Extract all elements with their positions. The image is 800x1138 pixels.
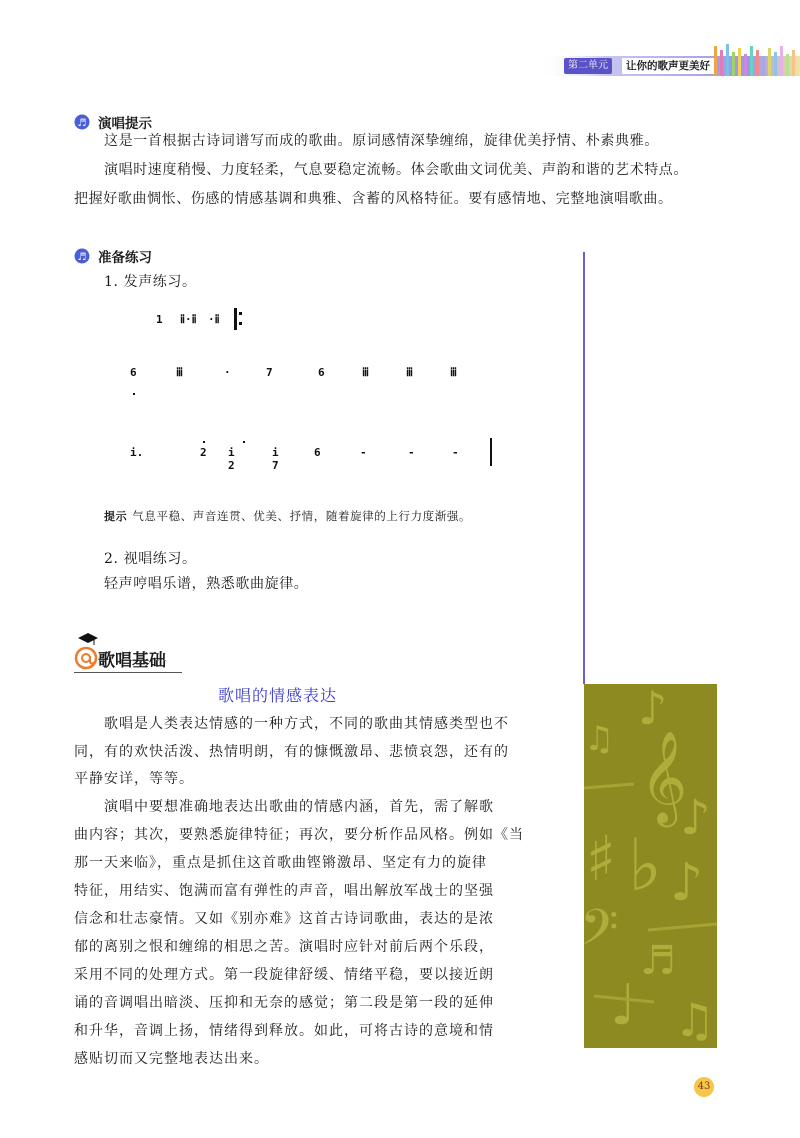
main-heading: 歌唱基础 bbox=[98, 651, 166, 671]
note: ⅲ bbox=[176, 366, 184, 379]
note: · bbox=[224, 366, 231, 379]
svg-text:♯: ♯ bbox=[586, 822, 617, 895]
essay-title: 歌唱的情感表达 bbox=[217, 686, 337, 705]
svg-text:♪: ♪ bbox=[680, 790, 711, 846]
svg-text:♫: ♫ bbox=[584, 719, 615, 759]
section-heading-preparation bbox=[74, 246, 152, 266]
heading-underline bbox=[74, 672, 182, 673]
note: - bbox=[360, 446, 367, 459]
essay-line: 信念和壮志豪情。又如《别亦难》这首古诗词歌曲，表达的是浓 bbox=[74, 911, 494, 927]
tips-paragraph-2-line-2: 把握好歌曲惆怅、伤感的情感基调和典雅、含蓄的风格特征。要有感情地、完整地演唱歌曲。 bbox=[74, 191, 673, 207]
note: ⅲ bbox=[450, 366, 458, 379]
essay-line: 演唱中要想准确地表达出歌曲的情感内涵，首先，需了解歌 bbox=[104, 799, 494, 815]
tip-label: 提示 bbox=[104, 510, 128, 523]
note: 2 bbox=[200, 446, 207, 459]
note: i 2 bbox=[228, 446, 235, 472]
svg-text:𝄢: 𝄢 bbox=[580, 899, 619, 969]
note: ⅲ bbox=[362, 366, 370, 379]
svg-text:♪: ♪ bbox=[638, 681, 668, 735]
svg-text:𝄞: 𝄞 bbox=[640, 730, 688, 823]
end-barline bbox=[490, 438, 492, 466]
svg-text:♩: ♩ bbox=[610, 973, 637, 1038]
note: 6 bbox=[130, 366, 137, 379]
unit-banner bbox=[500, 44, 800, 80]
essay-line: 和升华，音调上扬，情绪得到释放。如此，可将古诗的意境和情 bbox=[74, 1023, 494, 1039]
note: ⅱ·ⅱ bbox=[180, 313, 197, 326]
tip-text: 气息平稳、声音连贯、优美、抒情，随着旋律的上行力度渐强。 bbox=[132, 509, 472, 523]
svg-text:♬: ♬ bbox=[77, 118, 87, 129]
svg-text:♭: ♭ bbox=[628, 823, 662, 907]
essay-line: 采用不同的处理方式。第一段旋律舒缓、情绪平稳，要以接近朗 bbox=[74, 967, 494, 983]
note: 1 bbox=[156, 313, 163, 326]
essay-line: 郁的离别之恨和缠绵的相思之苦。演唱时应针对前后两个乐段， bbox=[74, 939, 494, 955]
note: i. bbox=[130, 446, 144, 459]
mortarboard-at-icon bbox=[74, 632, 98, 672]
note: ·ⅱ bbox=[208, 313, 220, 326]
unit-title: 让你的歌声更美好 bbox=[622, 58, 714, 74]
side-divider bbox=[583, 252, 585, 684]
svg-text:♬: ♬ bbox=[77, 252, 87, 263]
essay-line: 曲内容；其次，要熟悉旋律特征；再次，要分析作品风格。例如《当 bbox=[74, 827, 524, 843]
note: i 7 bbox=[272, 446, 279, 472]
exercise-item-1: 1. 发声练习。 bbox=[104, 274, 197, 290]
bullet-note-icon bbox=[74, 248, 90, 264]
unit-badge: 第二单元 bbox=[564, 58, 612, 74]
exercise-item-2-text: 轻声哼唱乐谱，熟悉歌曲旋律。 bbox=[104, 576, 309, 592]
bullet-note-icon bbox=[74, 114, 90, 130]
essay-line: 特征，用结实、饱满而富有弹性的声音，唱出解放军战士的坚强 bbox=[74, 883, 494, 899]
essay-line: 同，有的欢快活泼、热情明朗，有的慷慨激昂、悲愤哀怨，还有的 bbox=[74, 744, 509, 760]
high-dot bbox=[203, 441, 205, 443]
essay-line: 诵的音调唱出暗淡、压抑和无奈的感觉；第二段是第一段的延伸 bbox=[74, 995, 494, 1011]
section-label: 演唱提示 bbox=[98, 116, 152, 132]
svg-text:♬: ♬ bbox=[640, 938, 676, 984]
repeat-sign-icon bbox=[234, 308, 242, 330]
low-dot bbox=[133, 393, 135, 395]
essay-line: 那一天来临》，重点是抓住这首歌曲铿锵激昂、坚定有力的旋律 bbox=[74, 855, 487, 871]
high-dot bbox=[243, 441, 245, 443]
svg-text:♫: ♫ bbox=[674, 993, 716, 1047]
note: - bbox=[452, 446, 459, 459]
essay-line: 平静安详，等等。 bbox=[74, 771, 194, 787]
essay-line: 感贴切而又完整地表达出来。 bbox=[74, 1051, 269, 1067]
note: - bbox=[408, 446, 415, 459]
tips-paragraph-1: 这是一首根据古诗词谱写而成的歌曲。原词感情深挚缠绵，旋律优美抒情、朴素典雅。 bbox=[104, 133, 659, 149]
note: 6 bbox=[318, 366, 325, 379]
page-number: 43 bbox=[694, 1077, 714, 1097]
exercise-tip bbox=[104, 506, 471, 527]
music-decoration-panel bbox=[580, 681, 717, 1048]
note: ⅲ bbox=[406, 366, 414, 379]
svg-text:♪: ♪ bbox=[670, 853, 704, 913]
section-label: 准备练习 bbox=[98, 250, 152, 266]
music-symbols-icon bbox=[580, 681, 717, 1048]
essay-line: 歌唱是人类表达情感的一种方式，不同的歌曲其情感类型也不 bbox=[104, 716, 509, 732]
note: 6 bbox=[314, 446, 321, 459]
tips-paragraph-2-line-1: 演唱时速度稍慢、力度轻柔，气息要稳定流畅。体会歌曲文词优美、声韵和谐的艺术特点。 bbox=[104, 162, 688, 178]
note: 7 bbox=[266, 366, 273, 379]
exercise-item-2: 2. 视唱练习。 bbox=[104, 551, 197, 567]
